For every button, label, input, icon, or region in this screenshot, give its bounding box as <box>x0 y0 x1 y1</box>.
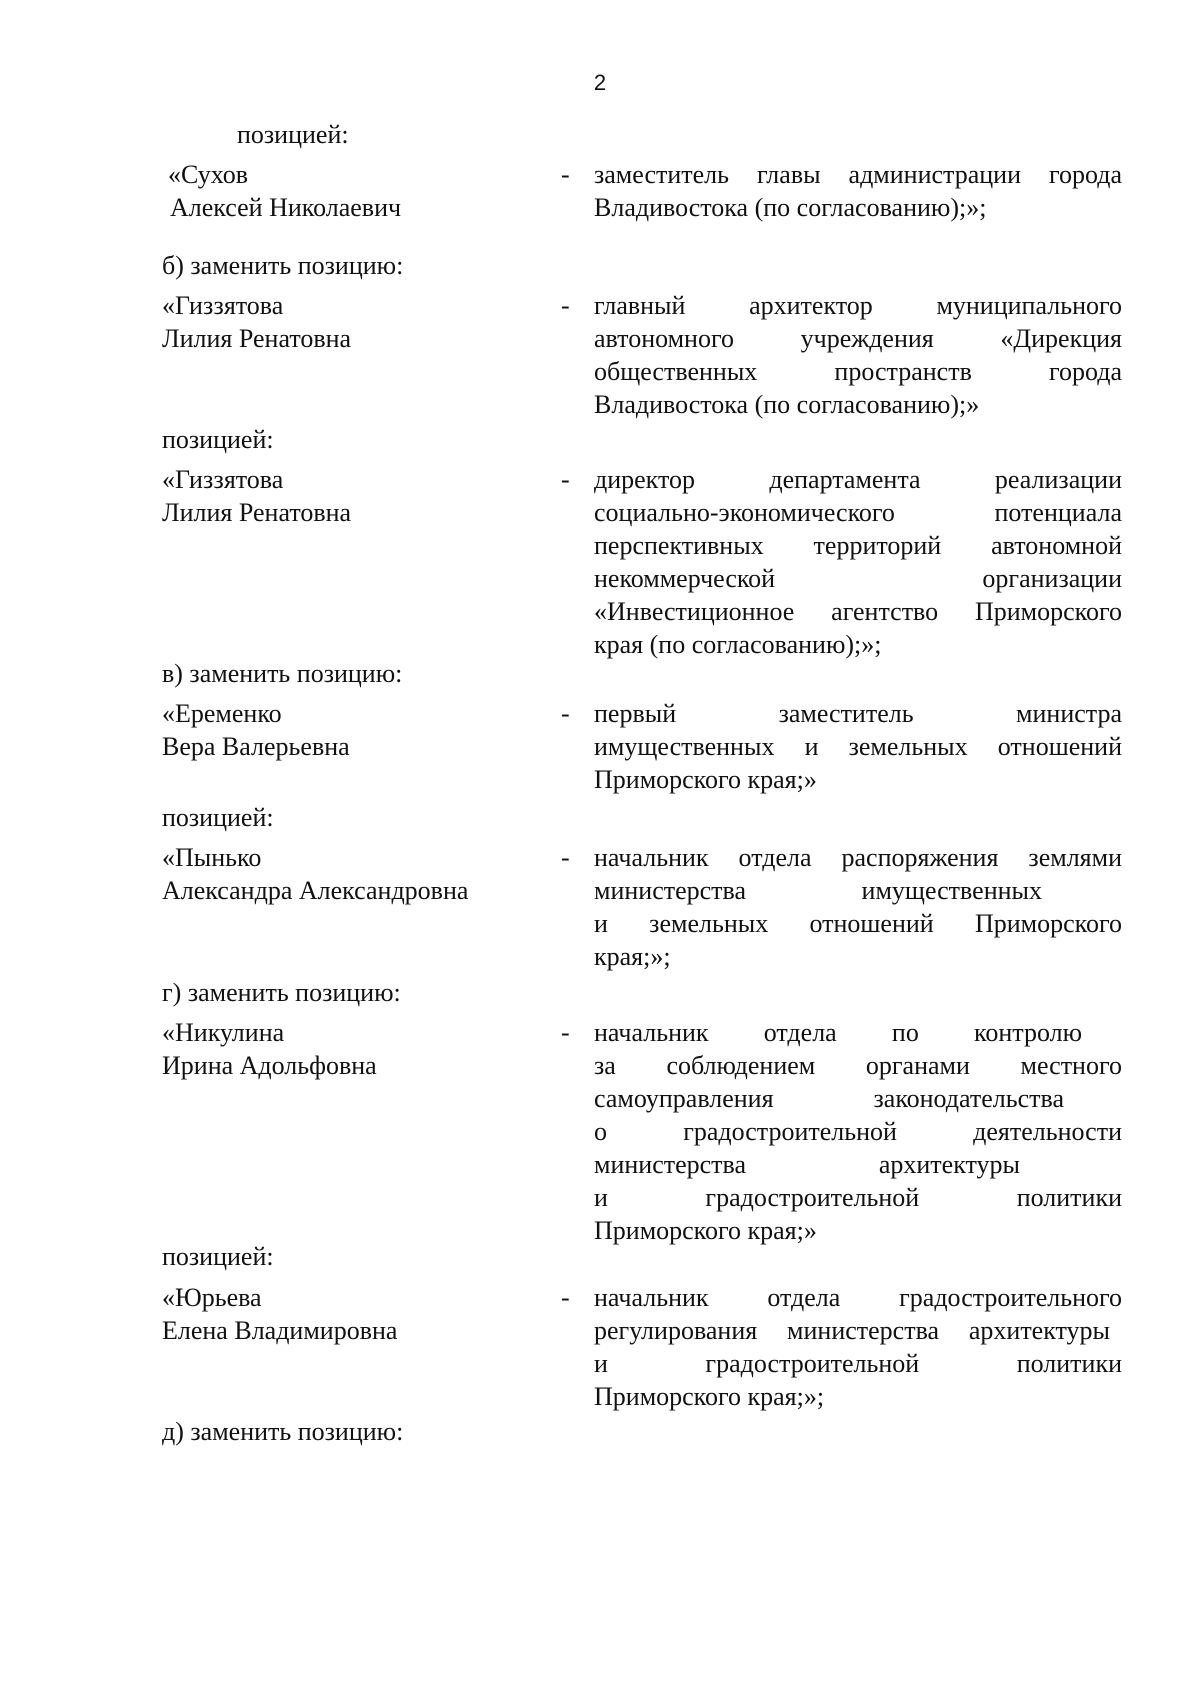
entry-dash: - <box>561 291 570 320</box>
entry-dash: - <box>561 465 570 494</box>
paragraph-position-label: позицией: <box>237 120 349 149</box>
entry-dash: - <box>561 1283 570 1312</box>
paragraph-position-label: позицией: <box>162 1242 274 1271</box>
entry-description: начальник отдела градостроительного регулирования министерства архитектуры и градостроительной политики Приморского края;»; <box>594 1283 1122 1411</box>
entry-dash: - <box>561 699 570 728</box>
entry-dash: - <box>561 843 570 872</box>
entry-dash: - <box>561 1018 570 1047</box>
entry-description: главный архитектор муниципального автономного учреждения «Дирекция общественных пространств города Владивостока (по согласованию);» <box>594 291 1122 419</box>
paragraph-replace-d: д) заменить позицию: <box>162 1417 404 1446</box>
entry-description: начальник отдела распоряжения землями министерства имущественных и земельных отношений Приморского края;»; <box>594 843 1122 971</box>
entry-description: директор департамента реализации социально-экономического потенциала перспективных территорий автономной некоммерческой организации «Инвестиционное агентство Приморского края (по согласованию);»; <box>594 465 1122 659</box>
paragraph-replace-g: г) заменить позицию: <box>162 978 401 1007</box>
entry-description: начальник отдела по контролю за соблюдением органами местного самоуправления законодательства о градостроительной деятельности министерства архитектуры и градостроительной политики Приморского края;» <box>594 1018 1122 1245</box>
entry-name: «Еременко Вера Валерьевна <box>162 699 350 761</box>
entry-name: «Гиззятова Лилия Ренатовна <box>162 465 352 527</box>
paragraph-replace-b: б) заменить позицию: <box>162 251 404 280</box>
entry-dash: - <box>561 160 570 189</box>
entry-description: заместитель главы администрации города Владивостока (по согласованию);»; <box>594 160 1122 222</box>
entry-name: «Гиззятова Лилия Ренатовна <box>162 291 352 353</box>
entry-name: «Пынько Александра Александровна <box>162 843 469 905</box>
entry-name: «Никулина Ирина Адольфовна <box>162 1018 377 1080</box>
paragraph-position-label: позицией: <box>162 425 274 454</box>
entry-name: «Сухов Алексей Николаевич <box>168 160 402 222</box>
paragraph-position-label: позицией: <box>162 803 274 832</box>
entry-name: «Юрьева Елена Владимировна <box>162 1283 398 1345</box>
entry-description: первый заместитель министра имущественных и земельных отношений Приморского края;» <box>594 699 1122 794</box>
paragraph-replace-v: в) заменить позицию: <box>162 659 403 688</box>
page-number: 2 <box>593 70 607 95</box>
